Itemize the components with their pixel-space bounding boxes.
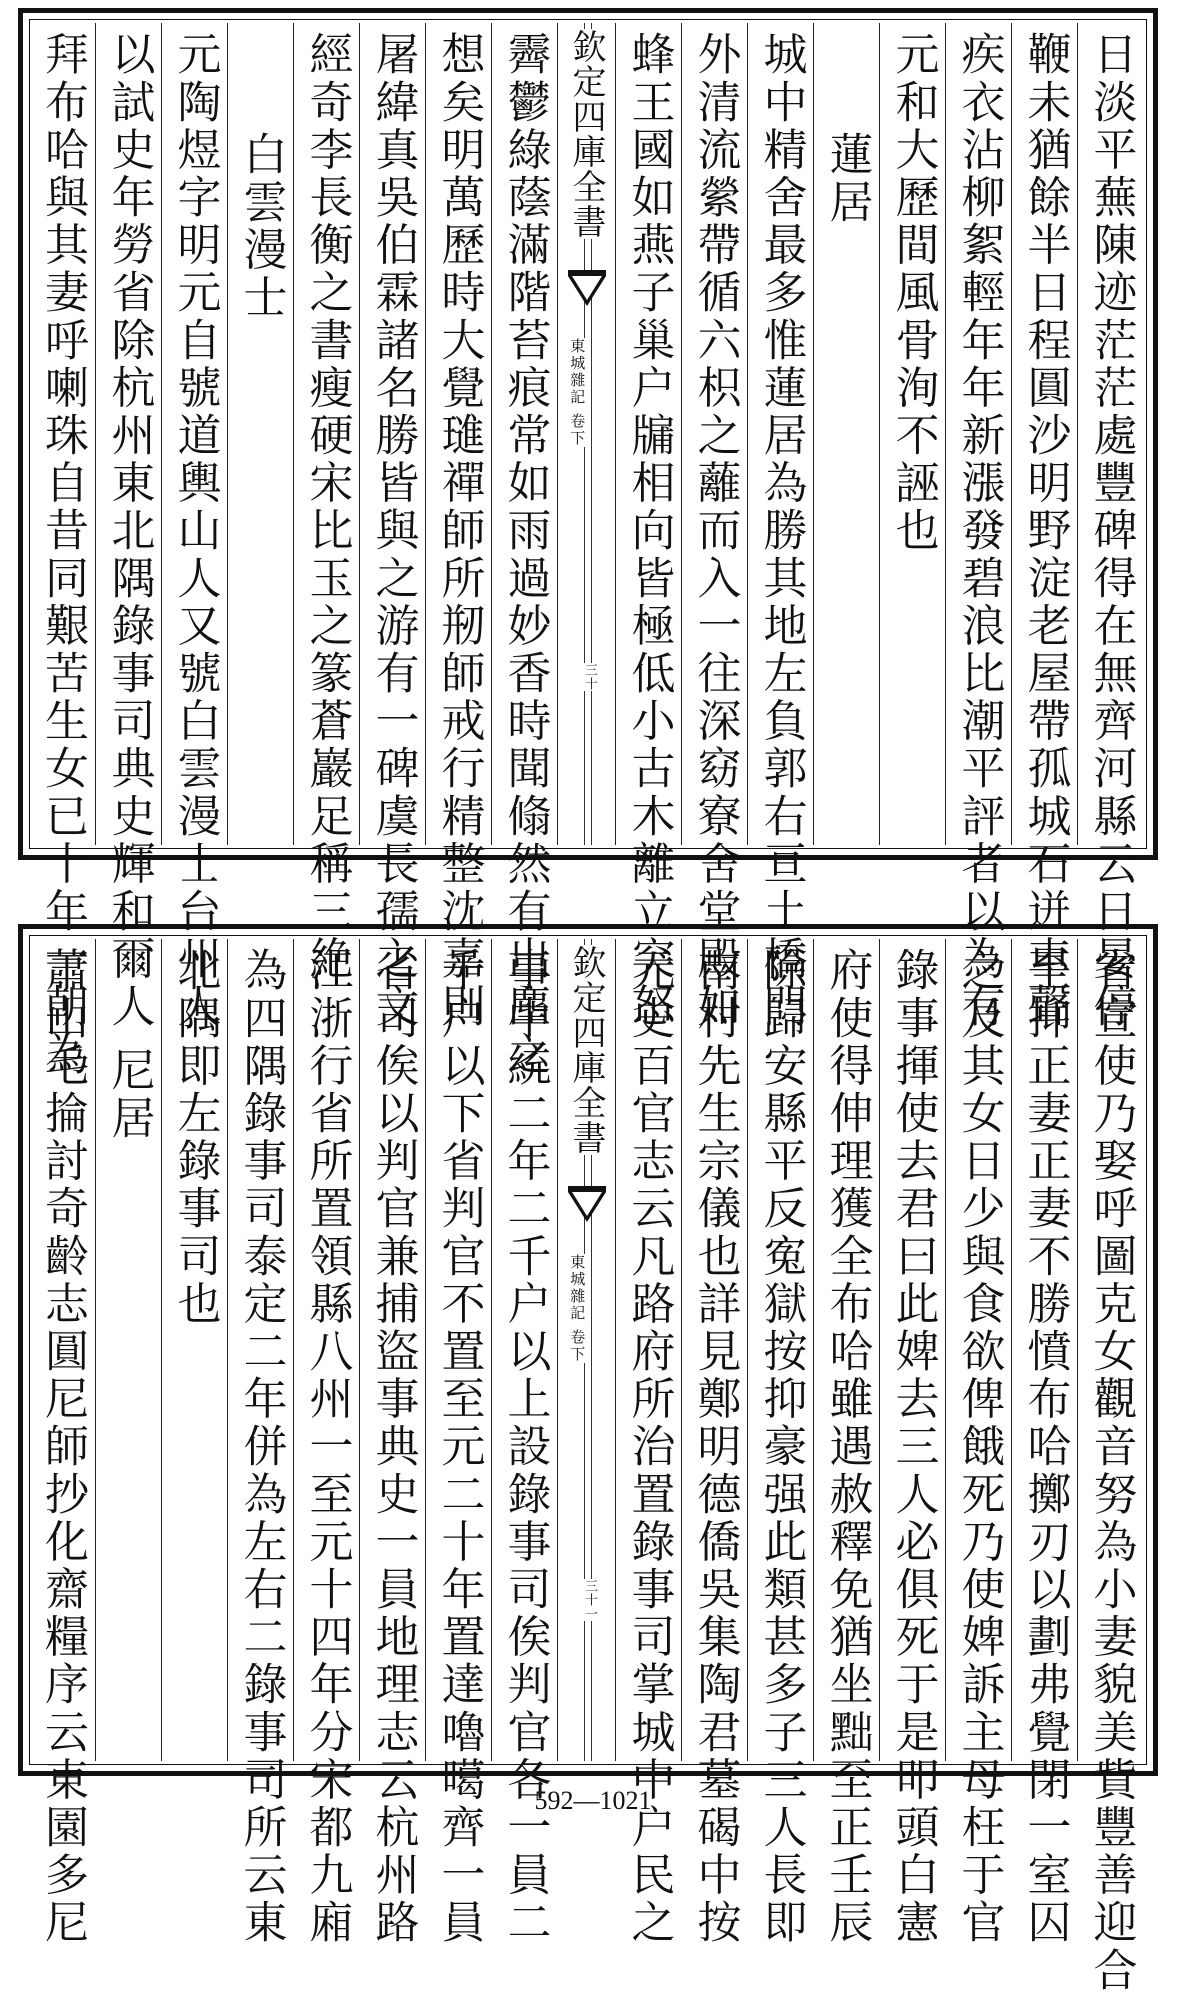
text-column: 省司俟以判官兼捕盜事典史一員地理志云杭州路 (359, 939, 425, 1761)
text-column: 之及其女日少與食欲俾餓死乃使婢訴主母枉于官 (945, 939, 1011, 1761)
text-column: 南村先生宗儀也詳見鄭明德僑吳集陶君墓碣中按 (681, 939, 747, 1761)
text-column: 錄事揮使去君曰此婢去三人必俱死于是叩頭白憲 (879, 939, 945, 1761)
page-number: 三十一 (582, 1579, 597, 1621)
text-column: 以試史年勞省除杭州東北隅錄事司典史輝和爾人 (95, 23, 161, 845)
text-column: 事中統二年二千户以上設錄事司俟判官各一員二 (491, 939, 557, 1761)
section-heading-lianju: 蓮居 (813, 23, 879, 845)
text-column: 元陶煜字明元自號道輿山人又號白雲漫士台州人 (161, 23, 227, 845)
text-column: 疾衣沾柳絮輕年年新漲發碧浪比潮平評者以為有 (945, 23, 1011, 845)
text-column: 府使得伸理獲全布哈雖遇赦釋免猶坐黜至正壬辰 (813, 939, 879, 1761)
text-column: 蕭山毛掄討奇齡志圓尼師抄化齋糧序云東園多尼 (37, 947, 88, 1947)
text-column: 除歸安縣平反寃獄按抑豪强此類甚多子三人長即 (747, 939, 813, 1761)
center-book-title: 東城雜記 卷下 (568, 338, 587, 447)
center-title-block (562, 29, 611, 243)
center-title-block (562, 945, 611, 1159)
center-title: 欽定四庫全書 (562, 29, 611, 239)
top-page (18, 8, 1158, 1079)
text-column: 霽鬱綠蔭滿階苔痕常如雨過妙香時聞翛然有出塵之 (491, 23, 557, 845)
text-column: 省宣使乃娶呼圖克女觀音努為小妻貌美貲豐善迎合 (1077, 939, 1143, 1761)
text-column: 外清流縈帶循六枳之蘺而入一往深窈寮舍堂殿如 (681, 23, 747, 845)
fish-tail-mark (566, 1184, 608, 1224)
text-column: 蜂王國如燕子巢户牖相向皆極低小古木離立突怒 (615, 23, 681, 845)
text-column: 拜布哈與其妻呼喇珠自昔同艱苦生女已十年一朝為 (37, 31, 88, 1079)
center-fold (557, 939, 615, 1761)
text-column: 至抑正妻正妻不勝憤布哈擲刃以劃弗覺閉一室囚 (1011, 939, 1077, 1761)
page-number: 三十 (582, 663, 597, 691)
section-heading-niju: 尼居 (95, 939, 161, 1761)
fish-tail-mark (566, 268, 608, 308)
text-column: 日淡平蕪陳迹茫茫處豐碑得在無齊河縣云日晏停 (1077, 23, 1143, 845)
text-column: 元和大歷間風骨洵不誣也 (879, 23, 945, 845)
text-column: 鞭未猶餘半日程圓沙明野淀老屋帶孤城石迸車聲 (1011, 23, 1077, 845)
text-column: 想矣明萬歷時大覺璡禪師所剏師戒行精整沈嘉則 (425, 23, 491, 845)
footer-page-code: 592—1021 (534, 1786, 652, 1815)
text-column: 經奇李長衡之書瘦硬宋比玉之篆蒼巖足稱三絶 (293, 23, 359, 845)
center-fold (557, 23, 615, 845)
center-book-title: 東城雜記 卷下 (568, 1254, 587, 1363)
text-column: 北隅即左錄事司也 (161, 939, 227, 1761)
text-column: 千户以下省判官不置至元二十年置達嚕噶齊一員 (425, 939, 491, 1761)
text-column: 屠緯真吳伯霖諸名勝皆與之游有一碑虞長孺之文 (359, 23, 425, 845)
text-column: 元史百官志云凡路府所治置錄事司掌城中户民之 (615, 939, 681, 1761)
text-column: 江浙行省所置領縣八州一至元十四年分宋都九廂 (293, 939, 359, 1761)
text-column: 為四隅錄事司泰定二年併為左右二錄事司所云東 (227, 939, 293, 1761)
text-column: 城中精舍最多惟蓮居為勝其地左負郭右亘土橋門 (747, 23, 813, 845)
section-heading-baiyun: 白雲漫士 (227, 23, 293, 845)
center-title: 欽定四庫全書 (562, 945, 611, 1155)
